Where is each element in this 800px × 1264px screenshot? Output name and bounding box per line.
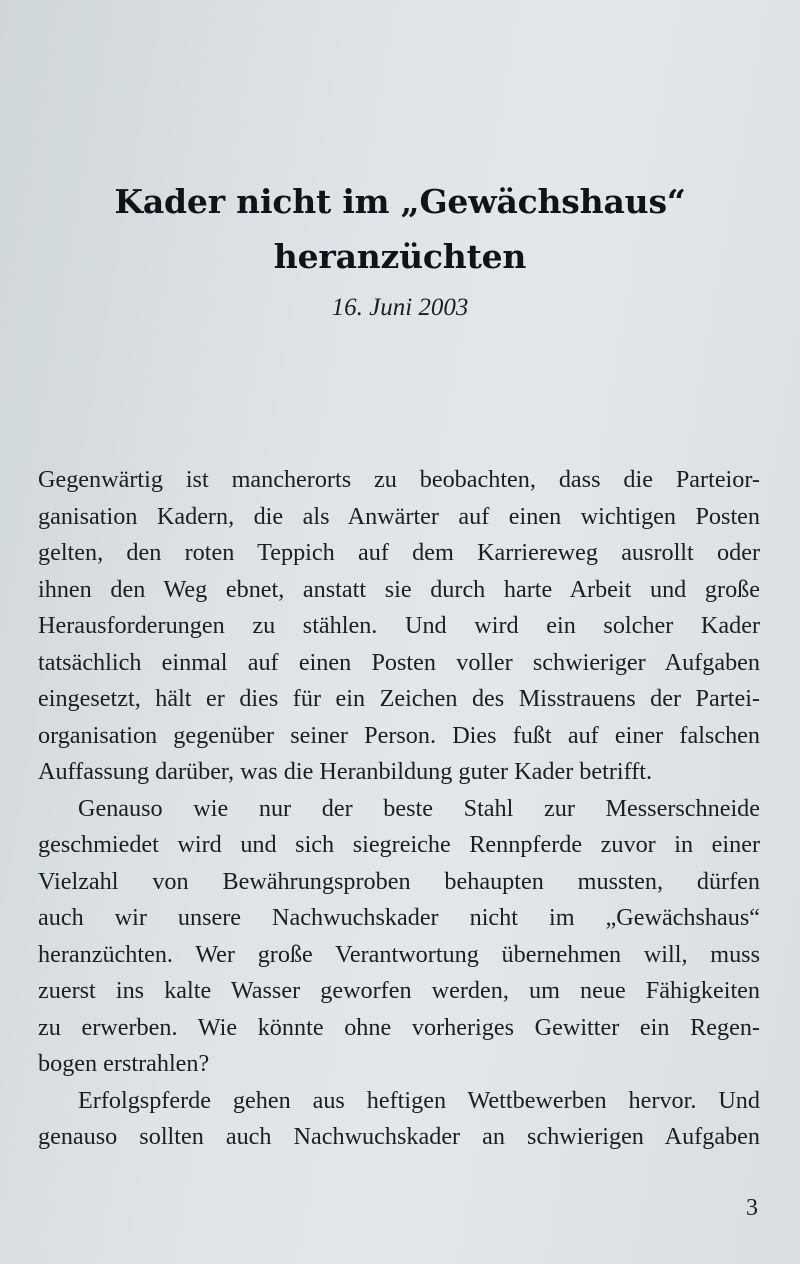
text-line: Vielzahl von Bewährungsproben behaupten mussten, dürfen (38, 867, 760, 895)
text-line: zu erwerben. Wie könnte ohne vorheriges Gewitter ein Regen- (38, 1013, 760, 1041)
text-line: bogen erstrahlen? (38, 1050, 210, 1077)
paragraph (38, 791, 760, 1083)
text-line: genauso sollten auch Nachwuchskader an schwierigen Aufgaben (38, 1123, 760, 1150)
paragraph (38, 1083, 760, 1156)
chapter-title-line-1: Kader nicht im „Gewächshaus“ (114, 182, 686, 222)
page-number: 3 (746, 1195, 758, 1221)
text-line: organisation gegenüber seiner Person. Dies fußt auf einer falschen (38, 721, 760, 749)
text-line: heranzüchten. Wer große Verantwortung übernehmen will, muss (38, 940, 760, 968)
text-line: Auffassung darüber, was die Heranbildung guter Kader betrifft. (38, 758, 653, 785)
text-line: Gegenwärtig ist mancherorts zu beobachten, dass die Parteior- (38, 466, 760, 493)
body-text (38, 462, 760, 1156)
text-line: ihnen den Weg ebnet, anstatt sie durch harte Arbeit und große (38, 575, 760, 603)
text-line: zuerst ins kalte Wasser geworfen werden, um neue Fähigkeiten (38, 977, 760, 1004)
text-line: gelten, den roten Teppich auf dem Karriereweg ausrollt oder (38, 539, 760, 566)
chapter-date: 16. Juni 2003 (331, 294, 469, 321)
text-line: geschmiedet wird und sich siegreiche Rennpferde zuvor in einer (38, 831, 760, 858)
text-line: Erfolgspferde gehen aus heftigen Wettbewerben hervor. Und (78, 1086, 760, 1114)
paragraph (38, 462, 760, 791)
text-line: eingesetzt, hält er dies für ein Zeichen des Misstrauens der Partei- (38, 685, 760, 712)
chapter-title-line-2: heranzüchten (273, 237, 527, 277)
text-line: ganisation Kadern, die als Anwärter auf einen wichtigen Posten (38, 502, 760, 530)
text-line: Herausforderungen zu stählen. Und wird ein solcher Kader (38, 612, 760, 639)
text-line: Genauso wie nur der beste Stahl zur Messerschneide (78, 794, 760, 822)
text-line: tatsächlich einmal auf einen Posten voller schwieriger Aufgaben (38, 648, 760, 676)
chapter-title (0, 174, 800, 284)
text-line: auch wir unsere Nachwuchskader nicht im „Gewächshaus“ (38, 904, 760, 931)
